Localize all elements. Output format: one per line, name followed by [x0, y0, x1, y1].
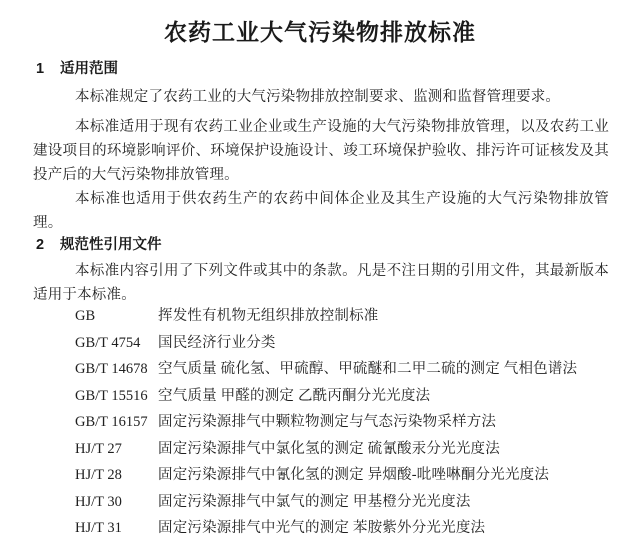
- reference-title: 挥发性有机物无组织排放控制标准: [158, 308, 379, 324]
- reference-code: HJ/T 28: [75, 467, 122, 483]
- paragraph-scope-1: 本标准规定了农药工业的大气污染物排放控制要求、监测和监督管理要求。: [75, 89, 561, 105]
- reference-title: 国民经济行业分类: [158, 334, 276, 351]
- paragraph-references-intro: 本标准内容引用了下列文件或其中的条款。凡是不注日期的引用文件，其最新版本适用于本标准。: [33, 263, 609, 303]
- reference-title: 空气质量 甲醛的测定 乙酰丙酮分光光度法: [158, 387, 431, 404]
- reference-title: 空气质量 硫化氢、甲硫醇、甲硫醚和二甲二硫的测定 气相色谱法: [158, 361, 578, 377]
- reference-code: GB/T 14678: [75, 361, 148, 377]
- reference-list: [0, 303, 640, 542]
- paragraph-scope-3: 本标准也适用于供农药生产的农药中间体企业及其生产设施的大气污染物排放管理。: [33, 191, 609, 231]
- reference-code: HJ/T 31: [75, 520, 122, 536]
- reference-code: HJ/T 27: [75, 440, 122, 457]
- reference-row: [0, 303, 640, 330]
- reference-title: 固定污染源排气中颗粒物测定与气态污染物采样方法: [158, 414, 497, 430]
- reference-row: [0, 515, 640, 542]
- reference-row: [0, 330, 640, 357]
- reference-code: GB/T 16157: [75, 414, 148, 430]
- reference-row: [0, 436, 640, 463]
- reference-title: 固定污染源排气中氰化氢的测定 异烟酸-吡唑啉酮分光光度法: [158, 467, 550, 483]
- reference-code: GB: [75, 308, 96, 324]
- reference-code: GB/T 15516: [75, 387, 148, 404]
- reference-row: [0, 462, 640, 489]
- reference-code: HJ/T 30: [75, 493, 122, 510]
- section-heading-2: [0, 233, 640, 257]
- section-number: 2: [36, 237, 45, 253]
- document-title: 农药工业大气污染物排放标准: [164, 19, 476, 45]
- section-title: 适用范围: [60, 61, 118, 77]
- reference-title: 固定污染源排气中氯气的测定 甲基橙分光光度法: [158, 493, 471, 510]
- reference-row: [0, 356, 640, 383]
- reference-code: GB/T 4754: [75, 334, 141, 351]
- reference-row: [0, 409, 640, 436]
- reference-title: 固定污染源排气中光气的测定 苯胺紫外分光光度法: [158, 520, 486, 536]
- section-heading-1: [0, 57, 640, 81]
- section-number: 1: [36, 61, 45, 77]
- reference-row: [0, 383, 640, 410]
- paragraph-scope-2: 本标准适用于现有农药工业企业或生产设施的大气污染物排放管理，以及农药工业建设项目的环境影响评价、环境保护设施设计、竣工环境保护验收、排污许可证核发及其投产后的大气污染物排放管理。: [33, 119, 609, 183]
- reference-row: [0, 489, 640, 516]
- reference-title: 固定污染源排气中氯化氢的测定 硫氰酸汞分光光度法: [158, 440, 500, 457]
- section-title: 规范性引用文件: [60, 237, 162, 253]
